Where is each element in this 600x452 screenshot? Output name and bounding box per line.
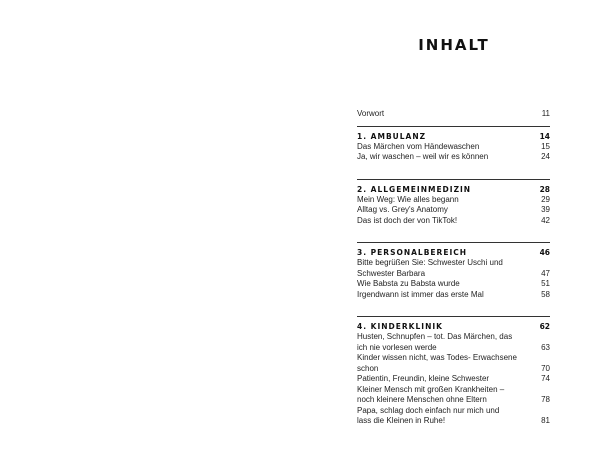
toc-entry-title: Schwester Barbara: [357, 268, 426, 278]
toc-entry-page: 70: [541, 363, 550, 373]
toc-entry-title: Husten, Schnupfen – tot. Das Märchen, das: [357, 332, 513, 341]
toc-entry: [357, 406, 550, 417]
section-heading-personalbereich: [357, 247, 550, 258]
toc-entry: [357, 385, 550, 396]
toc-entry: [357, 279, 550, 290]
section-heading-ambulanz: [357, 131, 550, 142]
toc-entry-page: 81: [541, 416, 550, 425]
toc-entry: [357, 195, 550, 206]
section-heading-kinderklinik: [357, 321, 550, 332]
toc-entry-title: Das Märchen vom Händewaschen: [357, 141, 480, 151]
section-title: 3. PERSONALBEREICH: [357, 248, 468, 257]
toc-entry-foreword: [357, 109, 550, 120]
section-title: 2. ALLGEMEINMEDIZIN: [357, 184, 472, 194]
section-page: 14: [539, 131, 550, 141]
toc-entry-page: 24: [541, 152, 550, 161]
toc-entry-title: Mein Weg: Wie alles begann: [357, 194, 459, 204]
toc-entry-title: Papa, schlag doch einfach nur mich und: [357, 405, 500, 415]
page-title: INHALT: [418, 36, 490, 54]
toc-entry-title: Vorwort: [357, 109, 385, 118]
table-of-contents: [357, 109, 550, 427]
toc-entry-page: 11: [541, 109, 550, 118]
toc-entry-title: Wie Babsta zu Babsta wurde: [357, 279, 460, 288]
toc-entry-title: Kinder wissen nicht, was Todes- Erwachsene: [357, 353, 517, 362]
toc-entry-title: schon: [357, 363, 379, 373]
section-title: 4. KINDERKLINIK: [357, 322, 443, 331]
toc-entry-title: Ja, wir waschen – weil wir es können: [357, 152, 489, 161]
toc-entry: [357, 269, 550, 280]
toc-entry: [357, 205, 550, 216]
toc-entry-title: lass die Kleinen in Ruhe!: [357, 416, 446, 425]
toc-entry-title: Bitte begrüßen Sie: Schwester Uschi und: [357, 258, 503, 267]
toc-entry-title: Patientin, Freundin, kleine Schwester: [357, 374, 490, 383]
toc-entry: [357, 216, 550, 227]
toc-entry: [357, 353, 550, 364]
toc-entry-page: 74: [541, 374, 550, 383]
toc-entry-page: 29: [541, 194, 550, 204]
toc-entry-title: ich nie vorlesen werde: [357, 342, 437, 352]
section-divider: [357, 179, 550, 180]
toc-entry: [357, 343, 550, 354]
toc-entry: [357, 258, 550, 269]
toc-entry-page: 78: [541, 395, 550, 404]
toc-entry-page: 47: [541, 268, 550, 278]
section-divider: [357, 126, 550, 127]
toc-entry-title: Das ist doch der von TikTok!: [357, 215, 458, 225]
toc-entry-page: 42: [541, 215, 550, 225]
section-divider: [357, 242, 550, 243]
toc-entry-page: 15: [541, 141, 550, 151]
toc-entry-title: Alltag vs. Grey's Anatomy: [357, 205, 448, 214]
section-page: 62: [539, 322, 550, 331]
section-title: 1. AMBULANZ: [357, 131, 427, 141]
toc-entry-page: 58: [541, 289, 550, 299]
toc-entry-page: 51: [541, 279, 550, 288]
toc-entry: [357, 395, 550, 406]
toc-entry-page: 39: [541, 205, 550, 214]
toc-entry: [357, 142, 550, 153]
section-heading-allgemeinmedizin: [357, 184, 550, 195]
toc-entry-page: 63: [541, 342, 550, 352]
section-page: 28: [539, 184, 550, 194]
toc-entry: [357, 364, 550, 375]
toc-entry: [357, 332, 550, 343]
toc-entry: [357, 152, 550, 163]
toc-entry: [357, 416, 550, 427]
toc-entry-title: Kleiner Mensch mit großen Krankheiten –: [357, 384, 505, 394]
section-page: 46: [539, 248, 550, 257]
section-divider: [357, 316, 550, 317]
toc-entry: [357, 290, 550, 301]
toc-entry-title: noch kleinere Menschen ohne Eltern: [357, 395, 487, 404]
toc-entry: [357, 374, 550, 385]
toc-entry-title: Irgendwann ist immer das erste Mal: [357, 289, 484, 299]
